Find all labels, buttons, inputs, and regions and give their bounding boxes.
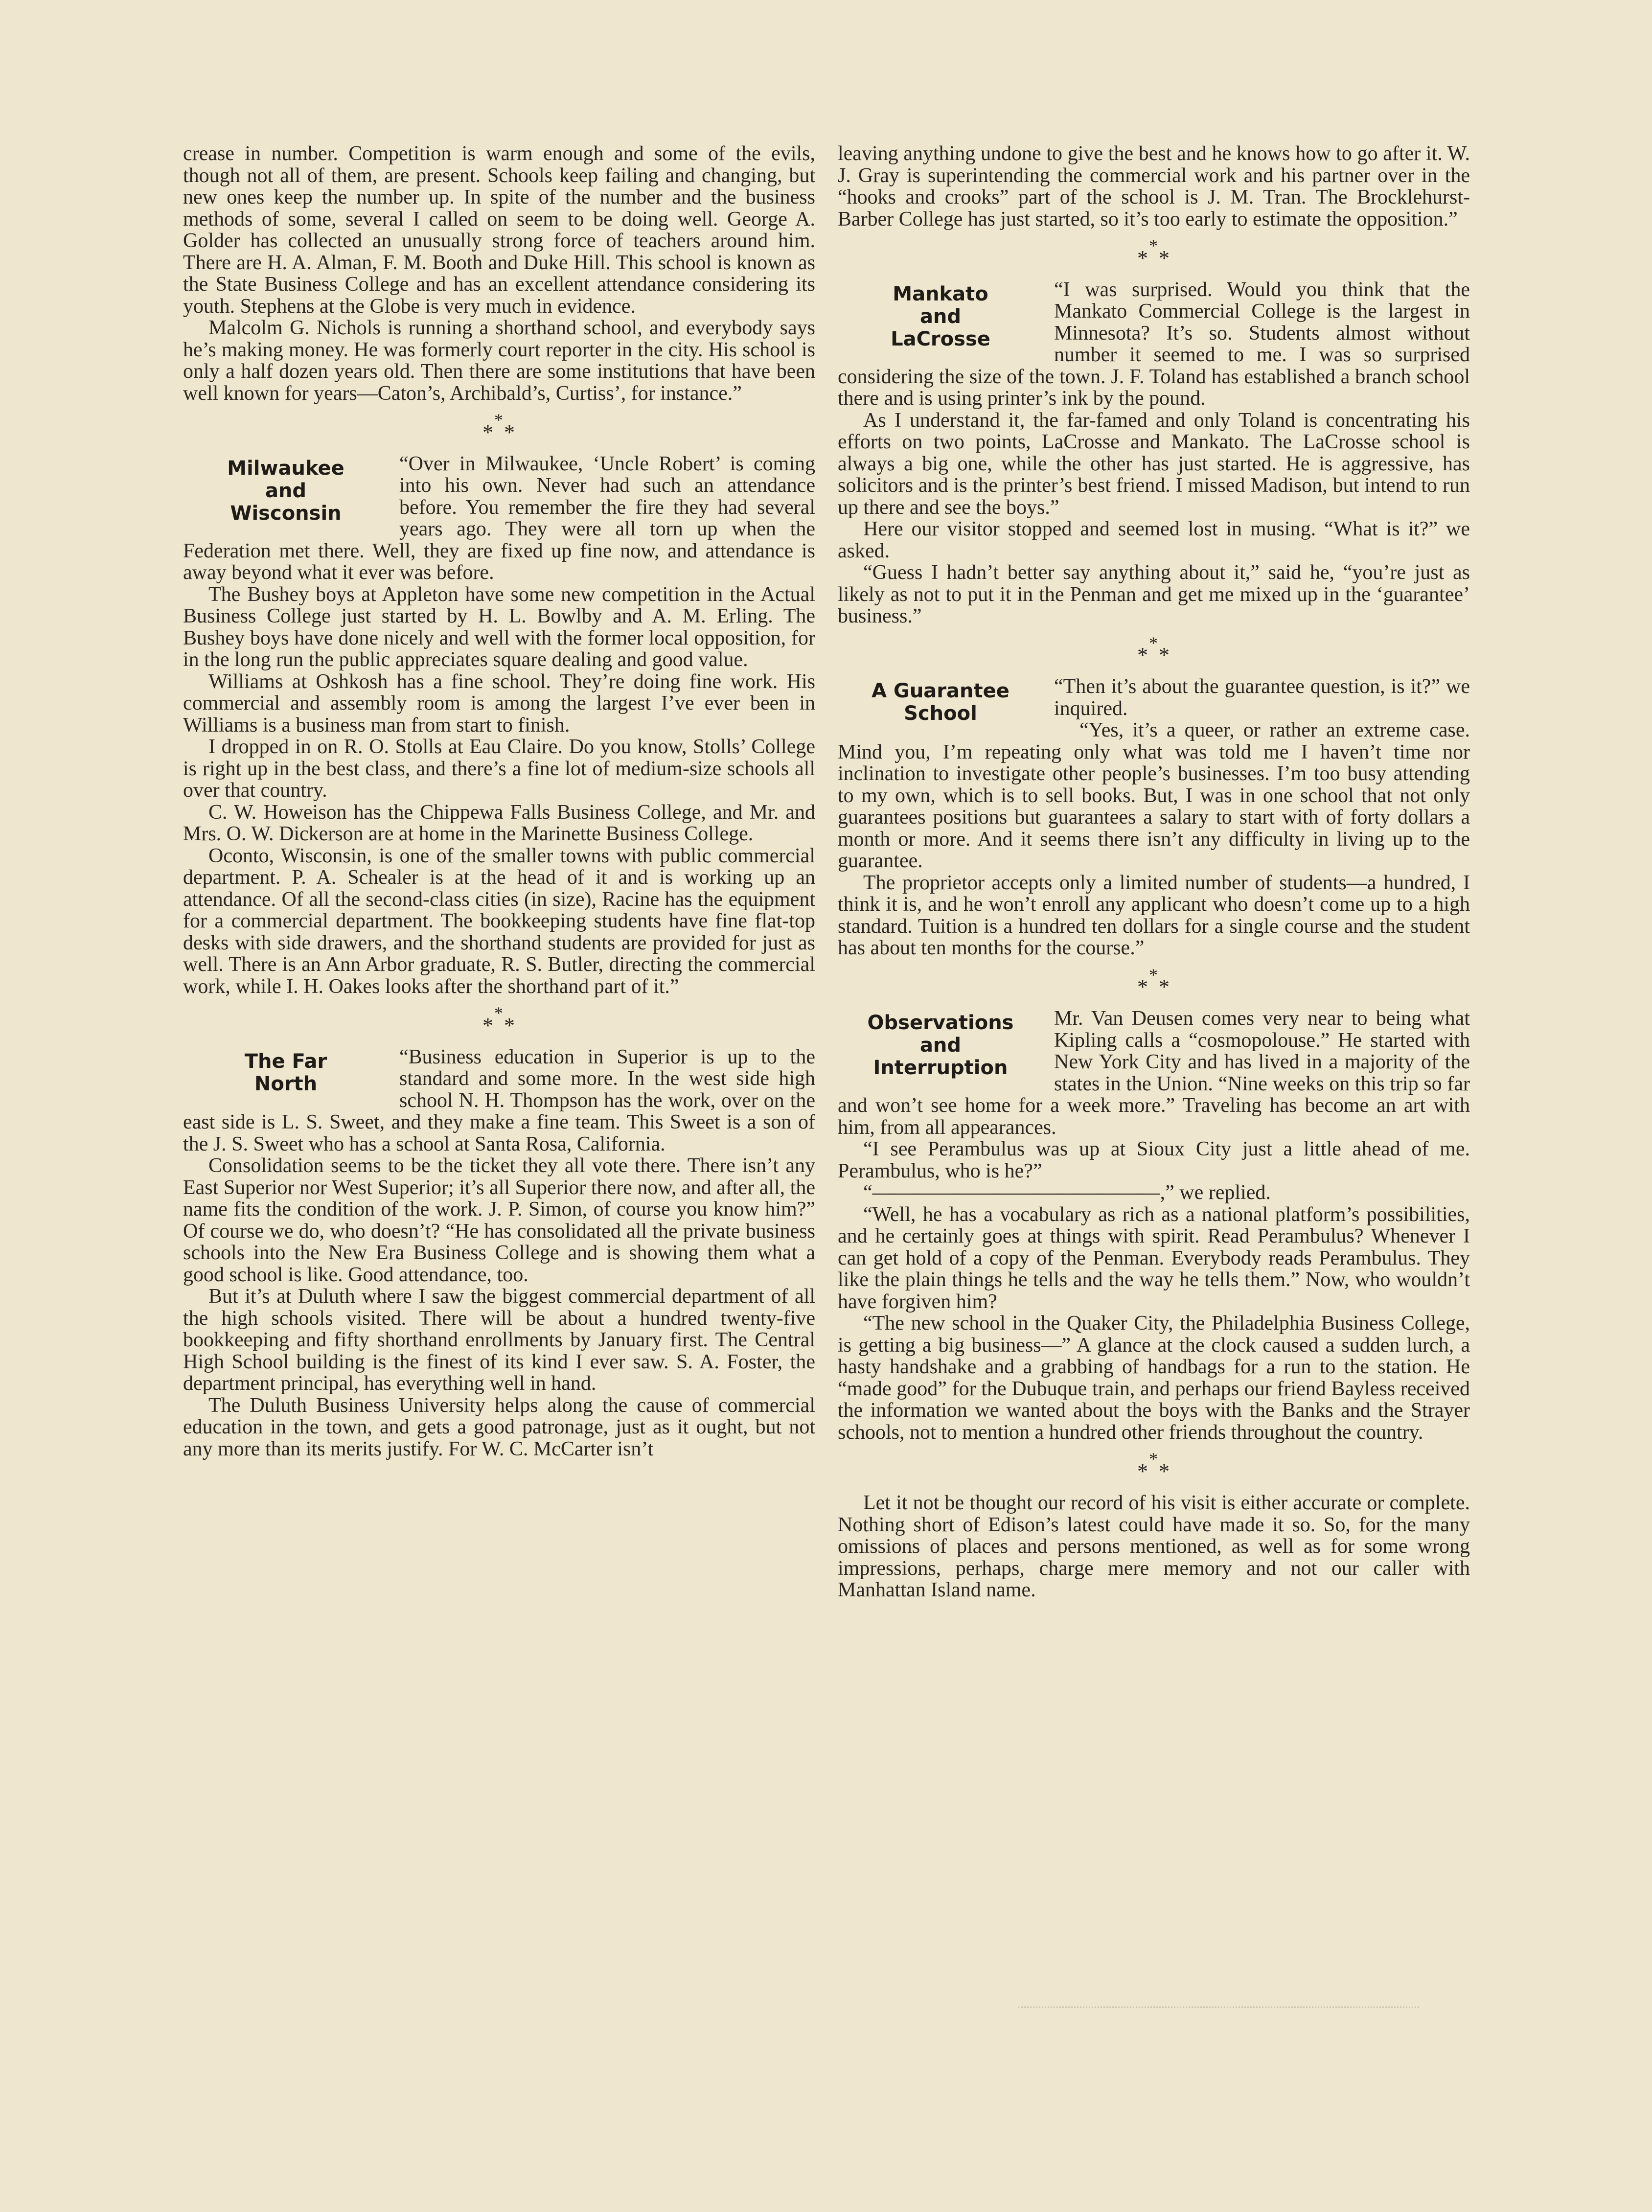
paragraph: The Duluth Business University helps along the cause of commercial education in the town, and gets a good patronage, just as it ought, but not any more than its merits justify. For W. C. McCarter isn’t xyxy=(183,1394,815,1460)
section-heading-observations: Observations and Interruption xyxy=(867,1012,1014,1080)
paragraph: Consolidation seems to be the ticket they all vote there. There isn’t any East Superior nor West Superior; it’s all Superior there now, and after all, the name fits the condition of the work. J. P. Simon, of course you know him?” Of course we do, who doesn’t? “He has consolidated all the private business schools into the New Era Business College and is showing them what a good school is like. Good attendance, too. xyxy=(183,1154,815,1286)
paragraph: “Then it’s about the guarantee question, is it?” we inquired. xyxy=(1054,675,1470,720)
paragraph: Williams at Oshkosh has a fine school. They’re doing fine work. His commercial and assembly room is among the largest I’ve ever been in Williams is a business man from start to finish. xyxy=(183,670,815,737)
paragraph: Oconto, Wisconsin, is one of the smaller towns with public commercial department. P. A. Schealer is at the head of it and is working up an attendance. Of all the second-class cities (in size), Racine has the equipment for a commercial department. The bookkeeping students have fine flat-top desks with side drawers, and the shorthand students are provided for just as well. There is an Ann Arbor graduate, R. S. Butler, directing the commercial work, while I. H. Oakes looks after the shorthand part of it.” xyxy=(183,844,815,998)
section-heading-milwaukee: Milwaukee and Wisconsin xyxy=(227,457,344,525)
section-divider-stars: *** xyxy=(1137,633,1170,668)
paragraph: leaving anything undone to give the best and he knows how to go after it. W. J. Gray is superintending the commercial work and his partner over in the “hooks and crooks” part of the school is J. M. Tran. The Brocklehurst-Barber College has just started, so it’s too early to estimate the opposition.” xyxy=(838,142,1470,230)
faded-print-mark xyxy=(1018,2006,1419,2011)
paragraph: “Over in Milwaukee, ‘Uncle Robert’ is coming into his own. Never had such an attendance before. You remember the fire they had several years ago. They were all torn up when the Federation met there. Well, they are fixed up fine now, and attendance is away beyond what it ever was before. xyxy=(183,452,815,584)
paragraph: “The new school in the Quaker City, the Philadelphia Business College, is getting a big business—” A glance at the clock caused a sudden lurch, a hasty handshake and a grabbing of handbags for a run to the station. He “made good” for the Dubuque train, and perhaps our friend Bayless received the information we wanted about the boys with the Banks and the Strayer schools, not to mention a hundred other friends throughout the country. xyxy=(838,1312,1470,1444)
paragraph: The proprietor accepts only a limited number of students—a hundred, I think it is, and he won’t enroll any applicant who doesn’t come up to a high standard. Tuition is a hundred ten dollars for a single course and the student has about ten months for the course.” xyxy=(838,871,1470,960)
section-divider-stars: *** xyxy=(1137,1449,1170,1484)
paragraph: C. W. Howeison has the Chippewa Falls Business College, and Mr. and Mrs. O. W. Dickerson are at home in the Marinette Business College. xyxy=(183,801,815,846)
paragraph: Let it not be thought our record of his visit is either accurate or complete. Nothing short of Edison’s latest could have made it so. So, for the many omissions of places and persons mentioned, as well as for some wrong impressions, perhaps, charge mere memory and not our caller with Manhattan Island name. xyxy=(838,1492,1470,1602)
paragraph: “Business education in Superior is up to the standard and some more. In the west side high school N. H. Thompson has the work, over on the east side is L. S. Sweet, and they make a fine team. This Sweet is a son of the J. S. Sweet who has a school at Santa Rosa, California. xyxy=(183,1045,815,1155)
section-heading-far-north: The Far North xyxy=(244,1050,327,1095)
paragraph: crease in number. Competition is warm enough and some of the evils, though not all of them, are present. Schools keep failing and changing, but new ones keep the number up. In spite of the number and the business methods of some, several I called on seem to be doing well. George A. Golder has collected an unusually strong force of teachers around him. There are H. A. Alman, F. M. Booth and Duke Hill. This school is known as the State Business College and has an excellent attendance considering its youth. Stephens at the Globe is very much in evidence. xyxy=(183,142,815,318)
paragraph: Malcolm G. Nichols is running a shorthand school, and everybody says he’s making money. He was formerly court reporter in the city. His school is only a half dozen years old. Then there are some institutions that have been well known for years—Caton’s, Archibald’s, Curtiss’, for instance.” xyxy=(183,317,815,405)
section-divider-stars: *** xyxy=(1137,965,1170,999)
paragraph: But it’s at Duluth where I saw the biggest commercial department of all the high schools visited. There will be about a hundred twenty-five bookkeeping and fifty shorthand enrollments by January first. The Central High School building is the finest of its kind I ever saw. S. A. Foster, the department principal, has everything well in hand. xyxy=(183,1285,815,1395)
paragraph: As I understand it, the far-famed and only Toland is concentrating his efforts on two points, LaCrosse and Mankato. The LaCrosse school is always a big one, while the other has just started. He is aggressive, has solicitors and is the printer’s best friend. I missed Madison, but intend to run up there and see the boys.” xyxy=(838,409,1470,519)
paragraph: I dropped in on R. O. Stolls at Eau Claire. Do you know, Stolls’ College is right up in the best class, and there’s a fine lot of medium-size schools all over that country. xyxy=(183,736,815,802)
paragraph: “I see Perambulus was up at Sioux City just a little ahead of me. Perambulus, who is he?” xyxy=(838,1138,1470,1182)
paragraph: “——————————————,” we replied. xyxy=(863,1181,1271,1204)
paragraph: Mr. Van Deusen comes very near to being what Kipling calls a “cosmopolouse.” He started with New York City and has lived in a majority of the states in the Union. “Nine weeks on this trip so far and won’t see home for a week more.” Traveling has become an art with him, from all appearances. xyxy=(838,1007,1470,1139)
section-heading-mankato: Mankato and LaCrosse xyxy=(891,282,990,350)
paragraph: “I was surprised. Would you think that the Mankato Commercial College is the largest in Minnesota? It’s so. Students almost without number it seemed to me. I was so surprised considering the size of the town. J. F. Toland has established a branch school there and is using printer’s ink by the pound. xyxy=(838,278,1470,410)
paragraph: The Bushey boys at Appleton have some new competition in the Actual Business College just started by H. L. Bowlby and A. M. Erling. The Bushey boys have done nicely and well with the former local opposition, for in the long run the public appreciates square dealing and good value. xyxy=(183,583,815,671)
right-column xyxy=(838,143,1470,1601)
left-column xyxy=(183,143,815,1460)
paragraph: “Guess I hadn’t better say anything about it,” said he, “you’re just as likely as not to put it in the Penman and get me mixed up in the ‘guarantee’ business.” xyxy=(838,561,1470,628)
section-divider-stars: *** xyxy=(1137,236,1170,270)
paragraph: “Well, he has a vocabulary as rich as a national platform’s possibilities, and he certainly goes at things with spirit. Read Perambulus? Whenever I can get hold of a copy of the Penman. Everybody reads Perambulus. They like the plain things he tells and the way he tells them.” Now, who wouldn’t have forgiven him? xyxy=(838,1203,1470,1313)
section-divider-stars: *** xyxy=(482,410,516,444)
paragraph: Here our visitor stopped and seemed lost in musing. “What is it?” we asked. xyxy=(838,518,1470,562)
section-heading-guarantee: A Guarantee School xyxy=(872,680,1010,725)
section-divider-stars: *** xyxy=(482,1003,516,1037)
paragraph: “Yes, it’s a queer, or rather an extreme case. Mind you, I’m repeating only what was told me I haven’t time nor inclination to investigate other people’s businesses. I’m too busy attending to my own, which is to sell books. But, I was in one school that not only guarantees positions but guarantees a salary to start with of forty dollars a month or more. And it seems there isn’t any difficulty in living up to the guarantee. xyxy=(838,719,1470,873)
